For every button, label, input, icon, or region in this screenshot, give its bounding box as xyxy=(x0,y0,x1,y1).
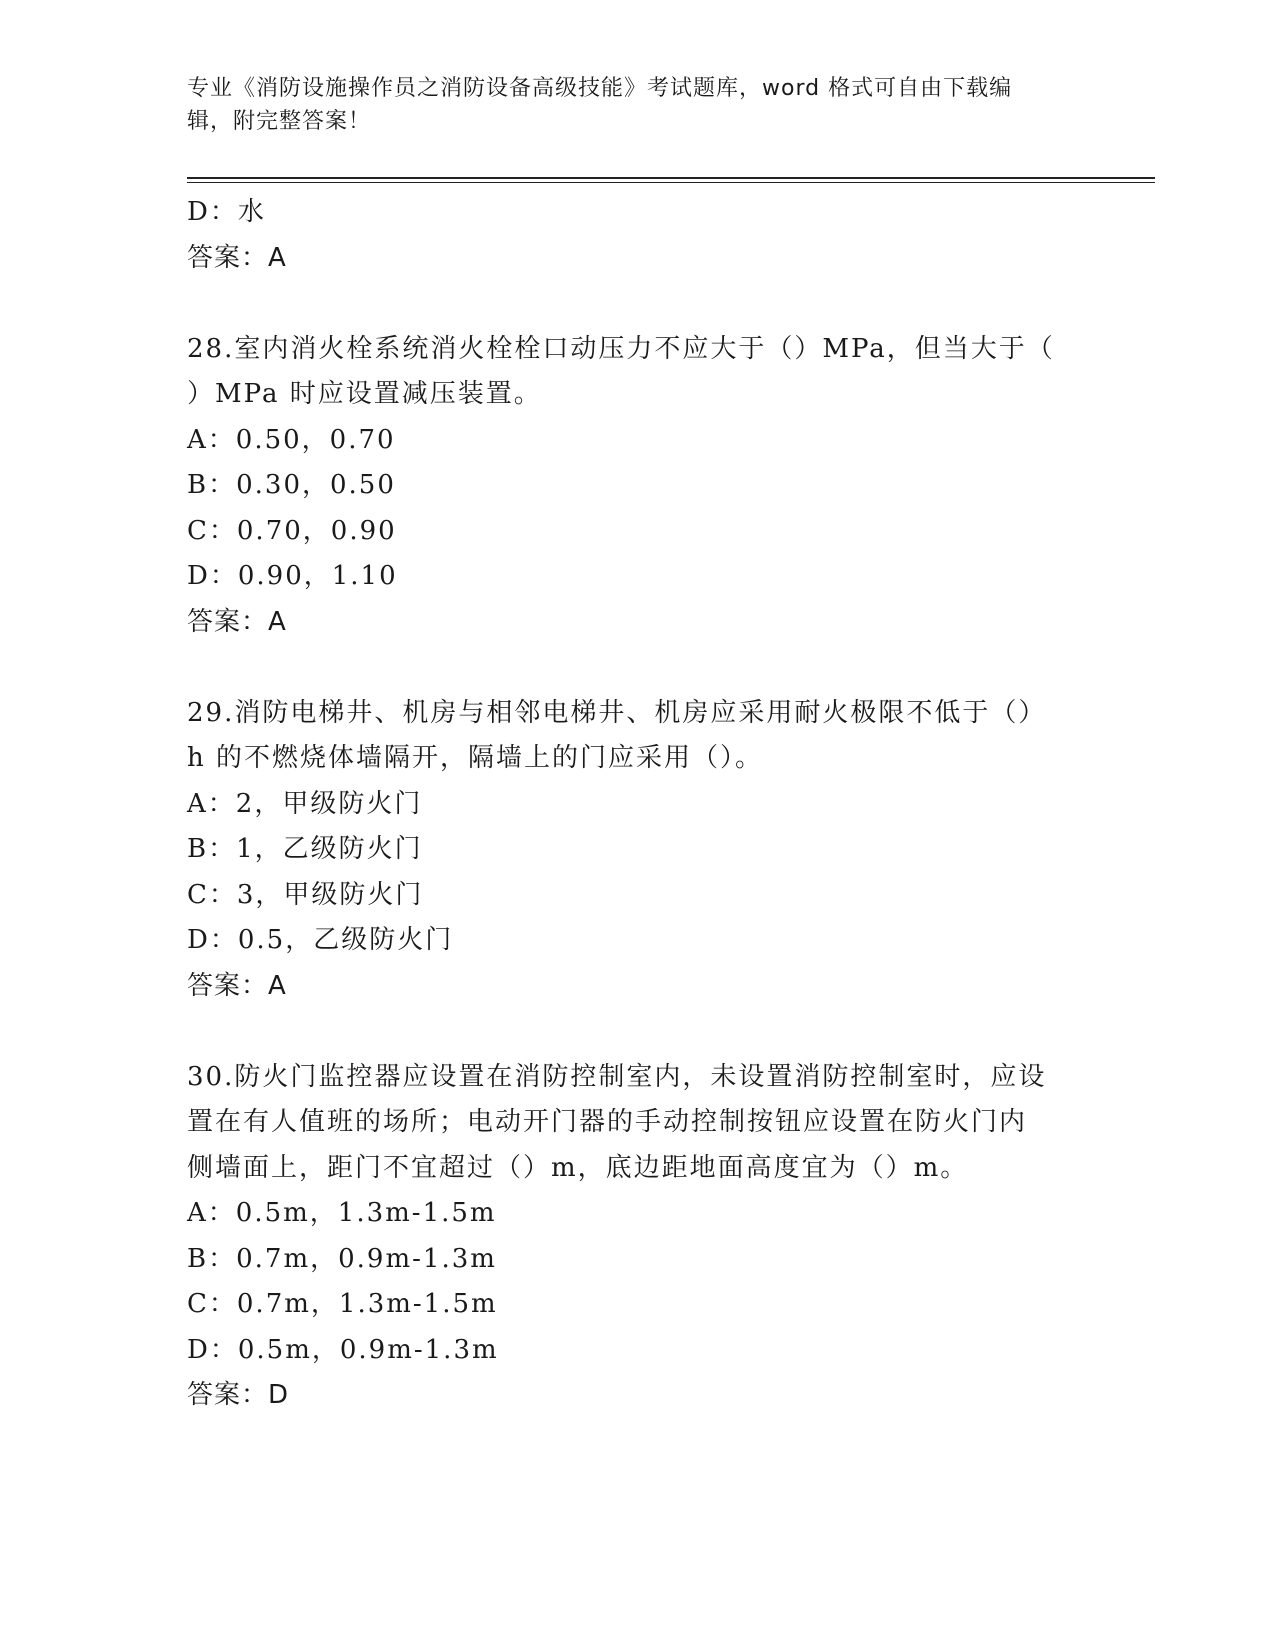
option-c: C：0.70，0.90 xyxy=(187,515,397,546)
question-stem-line: 30.防火门监控器应设置在消防控制室内，未设置消防控制室时，应设 xyxy=(187,1061,1047,1092)
spacer xyxy=(187,645,1087,691)
answer-line: 答案：A xyxy=(187,606,287,637)
question-stem xyxy=(187,691,1087,782)
question-30 xyxy=(187,1055,1087,1419)
option-d: D：0.5m，0.9m-1.3m xyxy=(187,1334,499,1365)
option-d: D：0.5，乙级防火门 xyxy=(187,925,454,955)
answer-line: 答案：D xyxy=(187,1380,290,1410)
answer-line: 答案：A xyxy=(187,242,287,273)
question-stem-line: ）MPa 时应设置减压装置。 xyxy=(187,379,542,409)
question-stem-line: 置在有人值班的场所；电动开门器的手动控制按钮应设置在防火门内 xyxy=(187,1107,1028,1137)
option-c: C：0.7m，1.3m-1.5m xyxy=(187,1289,498,1319)
option-a: A：2，甲级防火门 xyxy=(187,788,423,819)
option-b: B：0.30，0.50 xyxy=(187,470,396,500)
question-stem-line: 28.室内消火栓系统消火栓栓口动压力不应大于（）MPa，但当大于（ xyxy=(187,333,1055,364)
question-stem-line: h 的不燃烧体墙隔开，隔墙上的门应采用（）。 xyxy=(187,743,764,773)
option-b: B：1，乙级防火门 xyxy=(187,834,423,864)
option-d: D：水 xyxy=(187,197,266,227)
answer-line: 答案：A xyxy=(187,970,287,1001)
spacer xyxy=(187,281,1087,327)
question-29 xyxy=(187,691,1087,1010)
question-28 xyxy=(187,327,1087,646)
option-a: A：0.5m，1.3m-1.5m xyxy=(187,1198,497,1228)
option-d: D：0.90，1.10 xyxy=(187,561,398,591)
document-header xyxy=(187,72,1072,138)
header-rule-thin xyxy=(187,182,1155,183)
question-stem xyxy=(187,327,1087,418)
carryover-block xyxy=(187,190,1087,281)
question-stem-line: 29.消防电梯井、机房与相邻电梯井、机房应采用耐火极限不低于（） xyxy=(187,697,1047,728)
header-line-1: 专业《消防设施操作员之消防设备高级技能》考试题库，word 格式可自由下载编 xyxy=(187,76,1013,101)
header-line-2: 辑，附完整答案！ xyxy=(187,109,372,134)
question-stem xyxy=(187,1055,1087,1192)
option-c: C：3，甲级防火门 xyxy=(187,879,424,910)
spacer xyxy=(187,1009,1087,1055)
question-content xyxy=(187,190,1087,1419)
question-stem-line: 侧墙面上，距门不宜超过（）m，底边距地面高度宜为（）m。 xyxy=(187,1152,969,1183)
option-a: A：0.50，0.70 xyxy=(187,424,396,455)
header-rule-thick xyxy=(187,177,1155,179)
option-b: B：0.7m，0.9m-1.3m xyxy=(187,1243,497,1274)
